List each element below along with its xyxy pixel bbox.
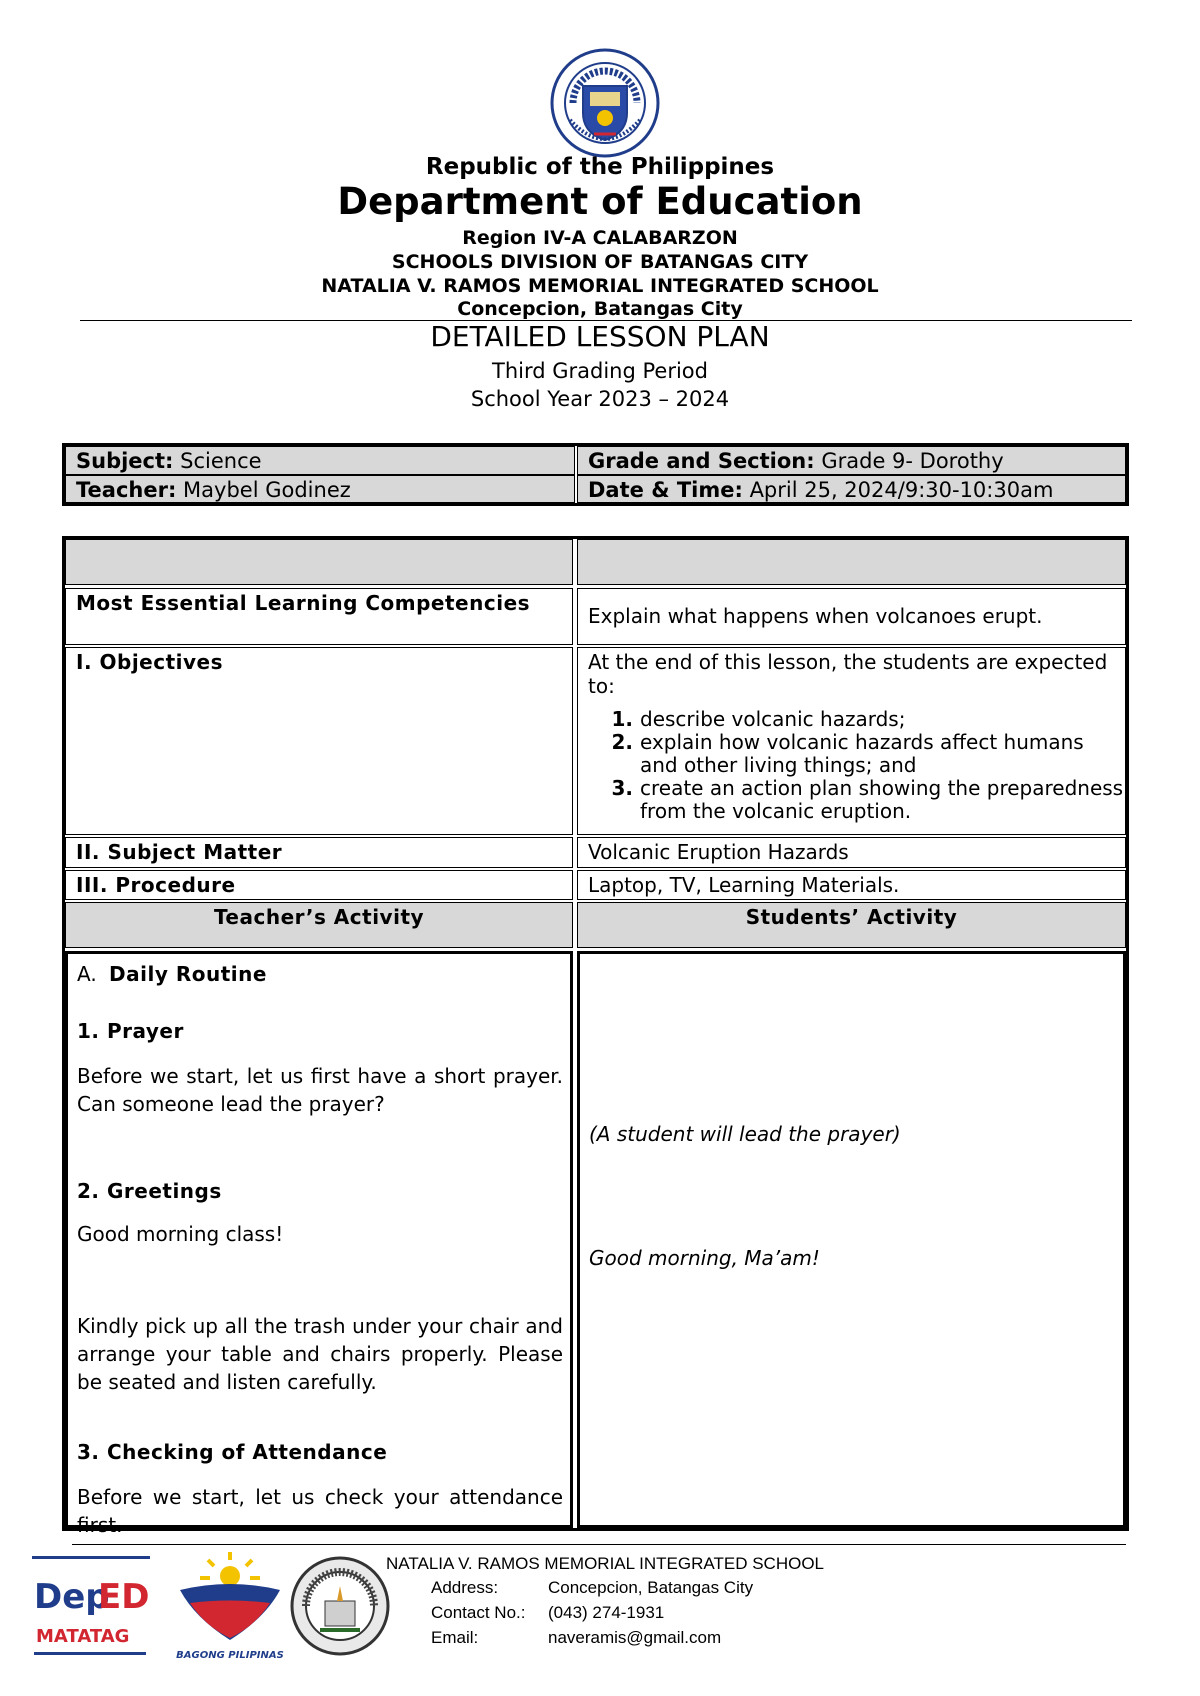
teacher-value: Maybel Godinez bbox=[183, 478, 351, 502]
subject-cell bbox=[65, 446, 575, 475]
footer-address-label: Address: bbox=[431, 1578, 499, 1597]
greetings-response: Good morning, Ma’am! bbox=[589, 1246, 820, 1270]
melc-label: Most Essential Learning Competencies bbox=[76, 591, 531, 615]
teacher-activity-cell bbox=[65, 951, 573, 1537]
bagong-pilipinas-logo bbox=[170, 1548, 290, 1664]
students-activity-header-cell bbox=[577, 902, 1126, 948]
objectives-intro: At the end of this lesson, the students are expected to: bbox=[588, 650, 1108, 698]
empty-header-right bbox=[577, 539, 1126, 585]
svg-text:MATATAG: MATATAG bbox=[36, 1626, 130, 1647]
students-activity-header: Students’ Activity bbox=[745, 905, 958, 929]
teacher-cell bbox=[65, 475, 575, 503]
svg-text:BAGONG PILIPINAS: BAGONG PILIPINAS bbox=[176, 1650, 284, 1661]
school-heading: NATALIA V. RAMOS MEMORIAL INTEGRATED SCHOOL bbox=[321, 275, 879, 297]
footer-email-label: Email: bbox=[431, 1628, 479, 1647]
objectives-label: I. Objectives bbox=[76, 650, 224, 674]
attendance-text: Before we start, let us check your attendance first. bbox=[77, 1485, 563, 1537]
procedure-label-cell bbox=[65, 870, 573, 900]
prayer-title: 1. Prayer bbox=[77, 1019, 184, 1043]
objectives-label-cell bbox=[65, 647, 573, 835]
students-activity-cell bbox=[577, 951, 1126, 1528]
attendance-title: 3. Checking of Attendance bbox=[77, 1440, 388, 1464]
date-value: April 25, 2024/9:30-10:30am bbox=[749, 478, 1054, 502]
objective-item: 3. create an action plan showing the preparedness from the volcanic eruption. bbox=[640, 777, 1125, 823]
empty-header-left bbox=[65, 539, 573, 585]
grade-label: Grade and Section: bbox=[588, 449, 815, 473]
objectives-list bbox=[578, 708, 1125, 823]
subject-matter-label-cell bbox=[65, 837, 573, 868]
greetings-text: Good morning class! bbox=[77, 1222, 284, 1246]
grade-cell bbox=[577, 446, 1126, 475]
procedure-value: Laptop, TV, Learning Materials. bbox=[588, 873, 900, 897]
svg-text:ED: ED bbox=[98, 1577, 150, 1617]
greetings-title: 2. Greetings bbox=[77, 1179, 222, 1203]
subject-matter-label: II. Subject Matter bbox=[76, 840, 283, 864]
teacher-activity-header-cell bbox=[65, 902, 573, 948]
school-year: School Year 2023 – 2024 bbox=[470, 387, 730, 411]
objectives-value-cell bbox=[577, 647, 1126, 835]
daily-routine-heading bbox=[77, 962, 563, 986]
objective-item: 1. describe volcanic hazards; bbox=[640, 708, 1125, 731]
prayer-response: (A student will lead the prayer) bbox=[589, 1122, 901, 1146]
subject-label: Subject: bbox=[76, 449, 174, 473]
lesson-table bbox=[62, 536, 1129, 1537]
procedure-label: III. Procedure bbox=[76, 873, 236, 897]
date-label: Date & Time: bbox=[588, 478, 743, 502]
info-table bbox=[62, 443, 1129, 506]
procedure-value-cell bbox=[577, 870, 1126, 900]
melc-label-cell bbox=[65, 588, 573, 645]
teacher-label: Teacher: bbox=[76, 478, 177, 502]
trash-text: Kindly pick up all the trash under your chair and arrange your table and chairs properly. Please be seated and listen carefully. bbox=[77, 1314, 563, 1394]
lesson-plan-title: DETAILED LESSON PLAN bbox=[430, 320, 770, 353]
grade-value: Grade 9- Dorothy bbox=[821, 449, 1004, 473]
footer-email-value: naveramis@gmail.com bbox=[548, 1628, 722, 1647]
school-seal-logo bbox=[290, 1556, 390, 1656]
section-title: Daily Routine bbox=[109, 962, 267, 986]
division-heading: SCHOOLS DIVISION OF BATANGAS CITY bbox=[391, 251, 809, 273]
subject-value: Science bbox=[180, 449, 262, 473]
subject-matter-value-cell bbox=[577, 837, 1126, 868]
subject-matter-value: Volcanic Eruption Hazards bbox=[588, 840, 849, 864]
footer-school-name: NATALIA V. RAMOS MEMORIAL INTEGRATED SCHOOL bbox=[386, 1554, 824, 1573]
deped-matatag-logo bbox=[32, 1556, 150, 1664]
objective-item: 2. explain how volcanic hazards affect humans and other living things; and bbox=[640, 731, 1125, 777]
region-heading: Region IV-A CALABARZON bbox=[462, 227, 738, 249]
melc-value: Explain what happens when volcanoes erupt. bbox=[588, 604, 1043, 628]
svg-text:Dep: Dep bbox=[34, 1577, 110, 1617]
teacher-activity-header: Teacher’s Activity bbox=[213, 905, 425, 929]
location-heading: Concepcion, Batangas City bbox=[457, 298, 743, 320]
footer-contact-value: (043) 274-1931 bbox=[548, 1603, 665, 1622]
footer-contact-label: Contact No.: bbox=[431, 1603, 526, 1622]
department-heading: Department of Education bbox=[337, 180, 863, 223]
section-letter: A. bbox=[77, 962, 97, 986]
date-cell bbox=[577, 475, 1126, 503]
melc-value-cell bbox=[577, 588, 1126, 645]
footer-address-value: Concepcion, Batangas City bbox=[548, 1578, 754, 1597]
footer-divider bbox=[72, 1544, 1126, 1545]
prayer-text: Before we start, let us first have a short prayer. Can someone lead the prayer? bbox=[77, 1064, 563, 1116]
deped-seal-logo bbox=[550, 48, 660, 158]
republic-heading: Republic of the Philippines bbox=[425, 154, 775, 180]
grading-period: Third Grading Period bbox=[492, 359, 708, 383]
